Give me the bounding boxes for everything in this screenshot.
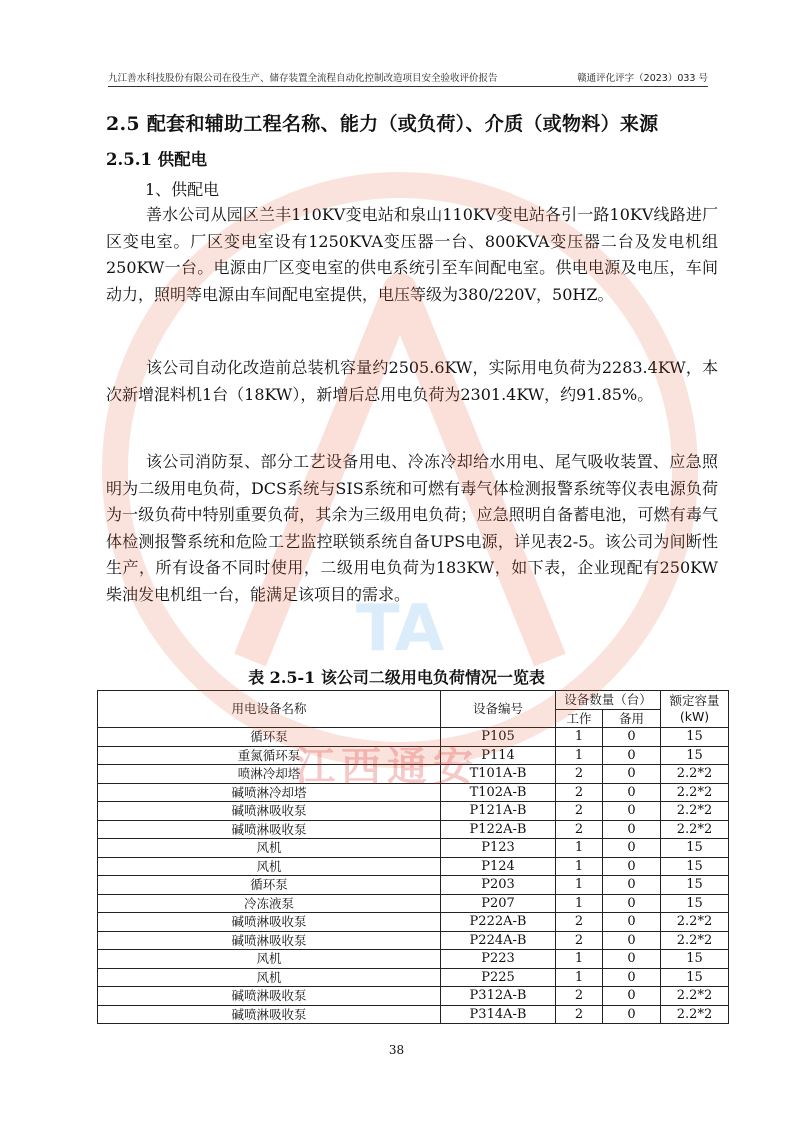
cell-qty-standby: 0: [603, 728, 661, 747]
watermark-logo-text: TA: [355, 592, 445, 666]
table-row: [98, 968, 729, 987]
table-row: [98, 839, 729, 858]
cell-qty-work: 2: [556, 931, 603, 950]
cell-qty-standby: 0: [603, 802, 661, 821]
cell-qty-work: 2: [556, 802, 603, 821]
cell-qty-standby: 0: [603, 931, 661, 950]
cell-rated-capacity: 2.2*2: [661, 931, 729, 950]
subsection-heading: 2.5.1 供配电: [106, 150, 208, 169]
cell-equipment-name: 风机: [98, 968, 441, 987]
cell-qty-work: 2: [556, 765, 603, 784]
cell-qty-standby: 0: [603, 857, 661, 876]
cell-equipment-name: 碱喷淋吸收泵: [98, 802, 441, 821]
table-row: [98, 802, 729, 821]
watermark-stamp-text: 江西通安: [295, 744, 479, 790]
table-row: [98, 1005, 729, 1024]
col-header-rated-unit: (kW): [679, 709, 710, 724]
cell-equipment-name: 碱喷淋吸收泵: [98, 1005, 441, 1024]
cell-equipment-name: 风机: [98, 950, 441, 969]
cell-equipment-code: P225: [441, 968, 556, 987]
cell-rated-capacity: 2.2*2: [661, 783, 729, 802]
cell-qty-standby: 0: [603, 1005, 661, 1024]
cell-rated-capacity: 2.2*2: [661, 802, 729, 821]
cell-qty-work: 2: [556, 987, 603, 1006]
cell-rated-capacity: 15: [661, 728, 729, 747]
cell-equipment-name: 冷冻液泵: [98, 894, 441, 913]
col-header-qty: 设备数量（台）: [556, 691, 661, 710]
cell-rated-capacity: 15: [661, 894, 729, 913]
table-row: [98, 931, 729, 950]
cell-equipment-name: 风机: [98, 857, 441, 876]
cell-equipment-code: P222A-B: [441, 913, 556, 932]
cell-equipment-name: 喷淋冷却塔: [98, 765, 441, 784]
cell-equipment-code: P223: [441, 950, 556, 969]
cell-qty-work: 2: [556, 913, 603, 932]
cell-equipment-code: P122A-B: [441, 820, 556, 839]
cell-rated-capacity: 15: [661, 857, 729, 876]
table-row: [98, 894, 729, 913]
paragraph-load-levels: 该公司消防泵、部分工艺设备用电、冷冻冷却给水用电、尾气吸收装置、应急照明为二级用电负荷，DCS系统与SIS系统和可燃有毒气体检测报警系统等仪表电源负荷为一级负荷中特别重要负荷，其余为三级用电负荷；应急照明自备蓄电池，可燃有毒气体检测报警系统和危险工艺监控联锁系统自备UPS电源，详见表2-5。该公司为间断性生产，所有设备不同时使用，二级用电负荷为183KW，如下表，企业现配有250KW柴油发电机组一台，能满足该项目的需求。: [106, 452, 718, 604]
cell-rated-capacity: 2.2*2: [661, 765, 729, 784]
cell-equipment-code: P114: [441, 746, 556, 765]
cell-qty-standby: 0: [603, 876, 661, 895]
cell-qty-work: 1: [556, 968, 603, 987]
col-header-rated-label: 额定容量: [669, 693, 720, 708]
cell-qty-work: 1: [556, 728, 603, 747]
cell-qty-work: 2: [556, 1005, 603, 1024]
table-row: [98, 857, 729, 876]
cell-rated-capacity: 2.2*2: [661, 987, 729, 1006]
cell-rated-capacity: 2.2*2: [661, 1005, 729, 1024]
cell-qty-standby: 0: [603, 746, 661, 765]
cell-rated-capacity: 15: [661, 746, 729, 765]
cell-rated-capacity: 2.2*2: [661, 820, 729, 839]
cell-equipment-code: T101A-B: [441, 765, 556, 784]
cell-equipment-code: P121A-B: [441, 802, 556, 821]
cell-equipment-name: 碱喷淋冷却塔: [98, 783, 441, 802]
cell-qty-standby: 0: [603, 987, 661, 1006]
cell-rated-capacity: 15: [661, 839, 729, 858]
cell-equipment-name: 重氮循环泵: [98, 746, 441, 765]
cell-qty-standby: 0: [603, 783, 661, 802]
paragraph-capacity: 该公司自动化改造前总装机容量约2505.6KW，实际用电负荷为2283.4KW，本次新增混料机1台（18KW），新增后总用电负荷为2301.4KW，约91.85%。: [106, 358, 718, 404]
cell-rated-capacity: 15: [661, 950, 729, 969]
paragraph-power-supply: 善水公司从园区兰丰110KV变电站和泉山110KV变电站各引一路10KV线路进厂区变电室。厂区变电室设有1250KVA变压器一台、800KVA变压器二台及发电机组250KW一台。电源由厂区变电室的供电系统引至车间配电室。供电电源及电压，车间动力，照明等电源由车间配电室提供，电压等级为380/220V，50HZ。: [106, 205, 718, 304]
cell-equipment-name: 风机: [98, 839, 441, 858]
col-header-code: 设备编号: [441, 691, 556, 728]
cell-qty-standby: 0: [603, 950, 661, 969]
cell-equipment-code: P124: [441, 857, 556, 876]
cell-qty-work: 1: [556, 894, 603, 913]
cell-qty-standby: 0: [603, 839, 661, 858]
cell-rated-capacity: 15: [661, 876, 729, 895]
cell-qty-work: 1: [556, 839, 603, 858]
cell-equipment-code: P203: [441, 876, 556, 895]
table-row: [98, 950, 729, 969]
cell-qty-standby: 0: [603, 913, 661, 932]
col-header-rated: [661, 691, 729, 728]
cell-equipment-code: P105: [441, 728, 556, 747]
header-report-title: 九江善水科技股份有限公司在役生产、储存装置全流程自动化控制改造项目安全验收评价报告: [108, 73, 498, 84]
col-header-standby: 备用: [603, 709, 661, 728]
cell-equipment-name: 碱喷淋吸收泵: [98, 913, 441, 932]
col-header-work: 工作: [556, 709, 603, 728]
item-heading: 1、供配电: [145, 180, 220, 199]
table-title: 表 2.5-1 该公司二级用电负荷情况一览表: [248, 668, 545, 687]
page-number: 38: [388, 1043, 405, 1057]
table-row: [98, 913, 729, 932]
cell-qty-work: 1: [556, 746, 603, 765]
cell-rated-capacity: 15: [661, 968, 729, 987]
cell-equipment-code: T102A-B: [441, 783, 556, 802]
cell-rated-capacity: 2.2*2: [661, 913, 729, 932]
cell-equipment-name: 碱喷淋吸收泵: [98, 931, 441, 950]
cell-qty-work: 1: [556, 876, 603, 895]
cell-qty-work: 1: [556, 950, 603, 969]
cell-equipment-name: 循环泵: [98, 876, 441, 895]
cell-equipment-name: 循环泵: [98, 728, 441, 747]
cell-qty-work: 2: [556, 820, 603, 839]
table-row: [98, 987, 729, 1006]
cell-equipment-code: P312A-B: [441, 987, 556, 1006]
cell-equipment-code: P123: [441, 839, 556, 858]
col-header-name: 用电设备名称: [98, 691, 441, 728]
cell-equipment-name: 碱喷淋吸收泵: [98, 987, 441, 1006]
cell-qty-standby: 0: [603, 820, 661, 839]
table-row: [98, 820, 729, 839]
cell-qty-standby: 0: [603, 765, 661, 784]
cell-equipment-code: P207: [441, 894, 556, 913]
header-report-number: 赣通评化评字（2023）033 号: [577, 73, 708, 84]
cell-qty-standby: 0: [603, 968, 661, 987]
section-heading: 2.5 配套和辅助工程名称、能力（或负荷）、介质（或物料）来源: [106, 113, 659, 135]
cell-equipment-code: P314A-B: [441, 1005, 556, 1024]
cell-qty-standby: 0: [603, 894, 661, 913]
cell-qty-work: 2: [556, 783, 603, 802]
cell-equipment-code: P224A-B: [441, 931, 556, 950]
page-header: [108, 68, 708, 87]
cell-equipment-name: 碱喷淋吸收泵: [98, 820, 441, 839]
table-row: [98, 876, 729, 895]
cell-qty-work: 1: [556, 857, 603, 876]
